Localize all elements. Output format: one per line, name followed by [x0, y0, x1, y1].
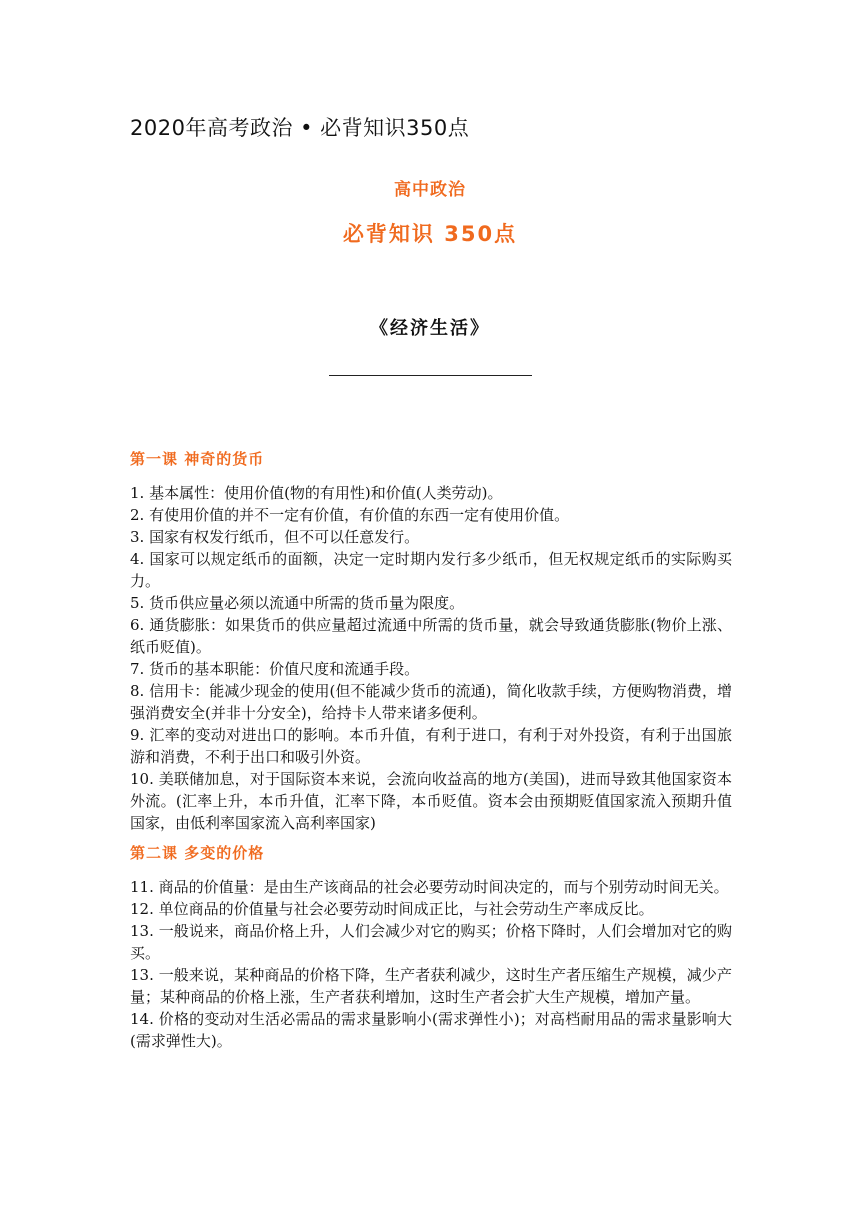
document-header-title: 2020年高考政治 • 必背知识350点 [130, 116, 470, 140]
list-item: 4. 国家可以规定纸币的面额，决定一定时期内发行多少纸币，但无权规定纸币的实际购买力。 [130, 550, 732, 590]
list-item: 11. 商品的价值量：是由生产该商品的社会必要劳动时间决定的，而与个别劳动时间无关。 [130, 878, 729, 896]
list-item: 9. 汇率的变动对进出口的影响。本币升值，有利于进口，有利于对外投资，有利于出国旅游和消费，不利于出口和吸引外资。 [130, 726, 732, 766]
list-item: 13. 一般说来，商品价格上升，人们会减少对它的购买；价格下降时，人们会增加对它的购买。 [130, 922, 732, 962]
list-item: 7. 货币的基本职能：价值尺度和流通手段。 [130, 660, 420, 678]
lesson-heading-1: 第一课 神奇的货币 [130, 450, 265, 468]
list-item: 12. 单位商品的价值量与社会必要劳动时间成正比，与社会劳动生产率成反比。 [130, 900, 654, 918]
subject-title: 高中政治 [394, 180, 466, 200]
book-title: 《经济生活》 [370, 318, 490, 339]
content-body [130, 448, 732, 1052]
list-item: 6. 通货膨胀：如果货币的供应量超过流通中所需的货币量，就会导致通货膨胀(物价上涨、纸币贬值)。 [130, 616, 732, 656]
list-item: 3. 国家有权发行纸币，但不可以任意发行。 [130, 528, 420, 546]
list-item: 13. 一般来说，某种商品的价格下降，生产者获利减少，这时生产者压缩生产规模，减少产量；某种商品的价格上涨，生产者获利增加，这时生产者会扩大生产规模，增加产量。 [130, 966, 732, 1006]
list-item: 14. 价格的变动对生活必需品的需求量影响小(需求弹性小)；对高档耐用品的需求量影响大(需求弹性大)。 [130, 1010, 732, 1050]
list-item: 2. 有使用价值的并不一定有价值，有价值的东西一定有使用价值。 [130, 506, 570, 524]
list-item: 10. 美联储加息，对于国际资本来说，会流向收益高的地方(美国)，进而导致其他国家资本外流。(汇率上升，本币升值，汇率下降，本币贬值。资本会由预期贬值国家流入预期升值国家，由低利率国家流入高利率国家) [130, 770, 732, 832]
lesson-heading-2: 第二课 多变的价格 [130, 844, 265, 862]
list-item: 5. 货币供应量必须以流通中所需的货币量为限度。 [130, 594, 465, 612]
list-item: 8. 信用卡：能减少现金的使用(但不能减少货币的流通)，简化收款手续，方便购物消费，增强消费安全(并非十分安全)，给持卡人带来诸多便利。 [130, 682, 732, 722]
main-title: 必背知识 350点 [342, 222, 518, 246]
list-item: 1. 基本属性：使用价值(物的有用性)和价值(人类劳动)。 [130, 484, 503, 502]
title-divider [329, 375, 532, 376]
